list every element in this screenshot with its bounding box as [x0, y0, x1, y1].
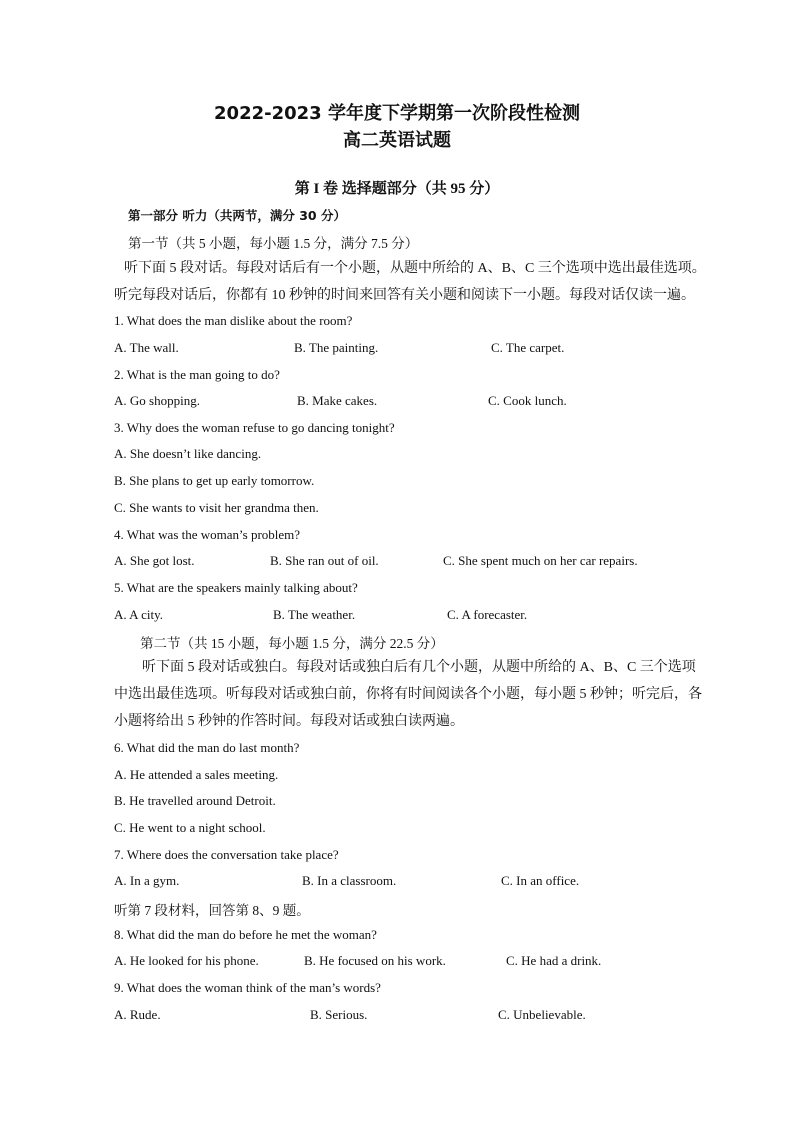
q5-option-c: C. A forecaster.	[447, 607, 528, 622]
q2-option-c: C. Cook lunch.	[488, 393, 567, 408]
q1-option-a: A. The wall.	[114, 340, 179, 355]
exam-title: 2022-2023 学年度下学期第一次阶段性检测	[214, 103, 580, 124]
q5-option-b: B. The weather.	[273, 607, 356, 622]
q7-option-a: A. In a gym.	[114, 873, 180, 888]
q7-option-c: C. In an office.	[501, 873, 580, 888]
q1-option-c: C. The carpet.	[491, 340, 565, 355]
q7-option-b: B. In a classroom.	[302, 873, 397, 888]
question-6: 6. What did the man do last month?	[114, 740, 300, 755]
question-9: 9. What does the woman think of the man’s words?	[114, 980, 381, 995]
q5-option-a: A. A city.	[114, 607, 163, 622]
question-4: 4. What was the woman’s problem?	[114, 527, 301, 542]
q9-option-a: A. Rude.	[114, 1007, 161, 1022]
section1-instructions: 听下面 5 段对话。每段对话后有一个小题，从题中所给的 A、B、C 三个选项中选出最佳选项。听完每段对话后，你都有 10 秒钟的时间来回答有关小题和阅读下一小题。每段对话仅读一遍。	[114, 261, 706, 303]
q9-option-c: C. Unbelievable.	[498, 1007, 586, 1022]
q2-option-a: A. Go shopping.	[114, 393, 200, 408]
q1-option-b: B. The painting.	[294, 340, 379, 355]
question-7: 7. Where does the conversation take place?	[114, 847, 339, 862]
note-passage-7: 听第 7 段材料，回答第 8、9 题。	[114, 903, 310, 918]
q8-option-a: A. He looked for his phone.	[114, 953, 259, 968]
volume-title: 第 I 卷 选择题部分（共 95 分）	[294, 181, 500, 197]
q2-option-b: B. Make cakes.	[297, 393, 378, 408]
question-2: 2. What is the man going to do?	[114, 367, 280, 382]
question-1: 1. What does the man dislike about the room?	[114, 313, 353, 328]
part1-heading: 第一部分 听力（共两节，满分 30 分）	[128, 208, 346, 223]
section1-heading: 第一节（共 5 小题，每小题 1.5 分，满分 7.5 分）	[128, 236, 419, 251]
question-5: 5. What are the speakers mainly talking about?	[114, 580, 358, 595]
q3-option-a: A. She doesn’t like dancing.	[114, 446, 262, 461]
q3-option-b: B. She plans to get up early tomorrow.	[114, 473, 315, 488]
q8-option-b: B. He focused on his work.	[304, 953, 446, 968]
question-3: 3. Why does the woman refuse to go dancing tonight?	[114, 420, 395, 435]
q8-option-c: C. He had a drink.	[506, 953, 602, 968]
q4-option-c: C. She spent much on her car repairs.	[443, 553, 638, 568]
section2-instructions: 听下面 5 段对话或独白。每段对话或独白后有几个小题，从题中所给的 A、B、C 三个选项中选出最佳选项。听每段对话或独白前，你将有时间阅读各个小题，每小题 5 秒钟；听完后，各小题将给出 5 秒钟的作答时间。每段对话或独白读两遍。	[114, 660, 702, 729]
q6-option-a: A. He attended a sales meeting.	[114, 767, 279, 782]
q6-option-b: B. He travelled around Detroit.	[114, 793, 276, 808]
q6-option-c: C. He went to a night school.	[114, 820, 266, 835]
exam-subtitle: 高二英语试题	[343, 130, 451, 151]
q3-option-c: C. She wants to visit her grandma then.	[114, 500, 319, 515]
q9-option-b: B. Serious.	[310, 1007, 368, 1022]
q4-option-a: A. She got lost.	[114, 553, 195, 568]
q4-option-b: B. She ran out of oil.	[270, 553, 379, 568]
section2-heading: 第二节（共 15 小题，每小题 1.5 分，满分 22.5 分）	[140, 636, 444, 651]
question-8: 8. What did the man do before he met the woman?	[114, 927, 377, 942]
